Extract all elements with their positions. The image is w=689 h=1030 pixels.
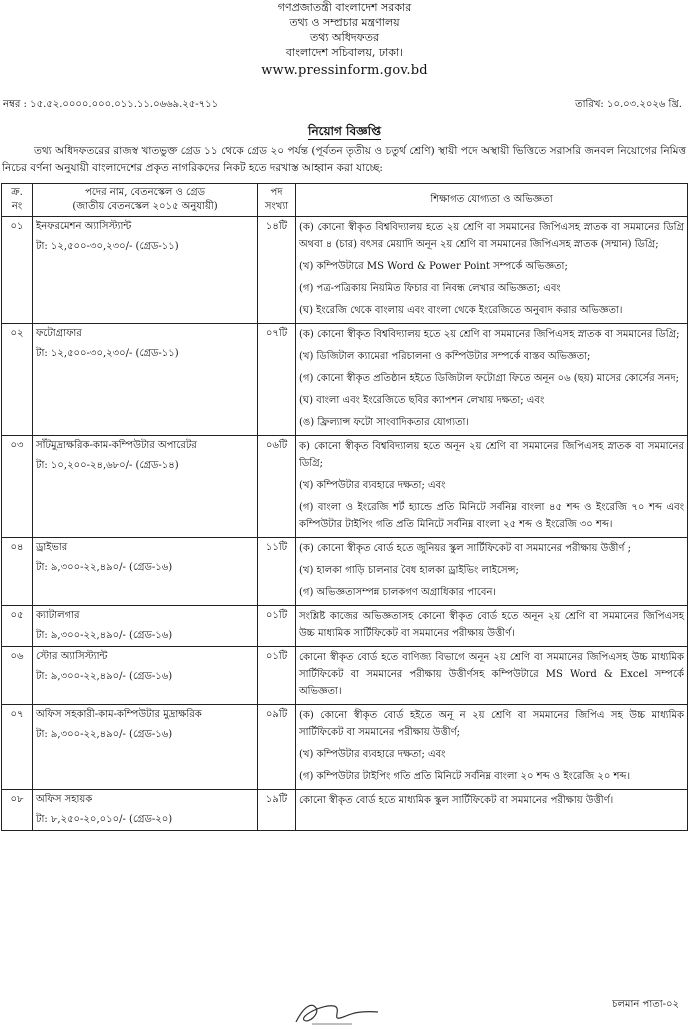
qualification-item: (খ) ডিজিটাল ক্যামেরা পরিচালনা ও কম্পিউটার সম্পর্কে বাস্তব অভিজ্ঞতা; (299, 351, 591, 362)
qualification-item: (ঙ) ফ্রিল্যান্স ফটো সাংবাদিকতার যোগ্যতা। (299, 417, 469, 428)
qualification-cell (296, 324, 688, 436)
office-address: বাংলাদেশ সচিবালয়, ঢাকা। (285, 46, 404, 59)
memo-number: নম্বর : ১৫.৫২.০০০০.০০০.০১১.১১.০৬৬৯.২৫-৭১১ (3, 99, 219, 110)
vacancy-table (1, 183, 688, 831)
post-count: ১৪টি (258, 217, 296, 324)
qualification-cell (296, 647, 688, 705)
qualification-cell (296, 790, 688, 831)
qualification-item: (ক) কোনো স্বীকৃত বিশ্ববিদ্যালয় হতে ২য় শ্রেণি বা সমমানের জিপিএসহ স্নাতক বা সমমানের ডিগ্রি; (299, 329, 680, 340)
pay-scale: টা: ১২,৫০০-৩০,২৩০/- (গ্রেড-১১) (36, 241, 179, 252)
qualification-item: (ক) কোনো স্বীকৃত বোর্ড হতে জুনিয়র স্কুল সার্টিফিকেট বা সমমানের পরীক্ষায় উত্তীর্ণ ; (299, 543, 631, 554)
serial-cell: ০৭ (2, 705, 33, 790)
document-date: তারিখ: ১০.০৩.২০২৬ খ্রি. (575, 99, 682, 110)
post-name: অফিস সহায়ক (36, 794, 93, 805)
post-cell (33, 538, 258, 606)
post-cell (33, 705, 258, 790)
table-row (2, 790, 688, 831)
qualification-cell (296, 606, 688, 647)
table-row (2, 538, 688, 606)
table-row (2, 705, 688, 790)
post-count: ০৯টি (258, 705, 296, 790)
post-count: ১১টি (258, 538, 296, 606)
table-header-row (2, 184, 688, 217)
ministry-name: তথ্য ও সম্প্রচার মন্ত্রণালয় (289, 16, 400, 29)
table-row (2, 606, 688, 647)
website-link[interactable]: www.pressinform.gov.bd (261, 63, 428, 78)
header-post (33, 184, 258, 217)
post-count: ১৯টি (258, 790, 296, 831)
post-name: ক্যাটালগার (36, 610, 80, 621)
qualification-item: কোনো স্বীকৃত বোর্ড হতে বাণিজ্য বিভাগে অনূন ২য় শ্রেণি বা সমমানের জিপিএসহ উচ্চ মাধ্যমিক সার্টিফিকেট বা সমমানের পরীক্ষায় উত্তীর্ণসহ কম্পিউটারে MS Word & Excel সম্পর্কে অভিজ্ঞতা। (299, 652, 684, 697)
qualification-item: (খ) কম্পিউটার ব্যবহারে দক্ষতা; এবং (299, 749, 446, 760)
qualification-cell (296, 217, 688, 324)
post-cell (33, 790, 258, 831)
qualification-item: (গ) কম্পিউটার টাইপিং গতি প্রতি মিনিটে সর্বনিম্ন বাংলা ২০ শব্দ ও ইংরেজি ২০ শব্দ। (299, 771, 631, 782)
qualification-item: (খ) কম্পিউটারে MS Word & Power Point সম্পর্কে অভিজ্ঞতা; (299, 261, 568, 272)
notice-title-text: নিয়োগ বিজ্ঞপ্তি (308, 124, 381, 138)
pay-scale: টা: ৯,৩০০-২২,৪৯০/- (গ্রেড-১৬) (36, 671, 173, 682)
post-name: ড্রাইভার (36, 542, 68, 553)
post-cell (33, 217, 258, 324)
qualification-item: (গ) পত্র-পত্রিকায় নিয়মিত ফিচার বা নিবন্ধ লেখার অভিজ্ঞতা; এবং (299, 283, 561, 294)
government-name: গণপ্রজাতন্ত্রী বাংলাদেশ সরকার (277, 1, 412, 14)
pay-scale: টা: ৮,২৫০-২০,০১০/- (গ্রেড-২০) (36, 814, 173, 825)
intro-paragraph: তথ্য অধিদফতরের রাজস্ব খাতভুক্ত গ্রেড ১১ থেকে গ্রেড ২০ পর্যন্ত (পূর্বতন তৃতীয় ও চতুর্থ শ্রেণি) স্থায়ী পদে অস্থায়ী ভিত্তিতে সরাসরি জনবল নিয়োগের নিমিত্ত নিচের বর্ণনা অনুযায়ী বাংলাদেশের প্রকৃত নাগরিকদের নিকট হতে দরখাস্ত আহ্বান করা যাচ্ছে: (2, 145, 686, 174)
post-name: স্টোর অ্যাসিস্ট্যান্ট (36, 651, 108, 662)
post-cell (33, 606, 258, 647)
qualification-cell (296, 538, 688, 606)
qualification-item: (খ) হালকা গাড়ি চালনার বৈধ হালকা ড্রাইভিং লাইসেন্স; (299, 565, 519, 576)
qualification-cell (296, 705, 688, 790)
table-row (2, 436, 688, 538)
pay-scale: টা: ৯,৩০০-২২,৪৯০/- (গ্রেড-১৬) (36, 630, 173, 641)
post-name: ফটোগ্রাফার (36, 328, 82, 339)
qualification-item: (খ) কম্পিউটার ব্যবহারে দক্ষতা; এবং (299, 480, 446, 491)
header-count: পদ সংখ্যা (258, 184, 296, 217)
serial-cell: ০৫ (2, 606, 33, 647)
qualification-item: (ক) কোনো স্বীকৃত বোর্ড হইতে অনূ ন ২য় শ্রেণি বা সমমানের জিপিএ সহ উচ্চ মাধ্যমিক সার্টিফিকেট বা সমমানের পরীক্ষায় উত্তীর্ণ; (299, 710, 684, 738)
qualification-item: (ঘ) ইংরেজি থেকে বাংলায় এবং বাংলা থেকে ইংরেজিতে অনুবাদ করার অভিজ্ঞতা। (299, 305, 623, 316)
serial-cell: ০১ (2, 217, 33, 324)
pay-scale: টা: ৯,৩০০-২২,৪৯০/- (গ্রেড-১৬) (36, 562, 173, 573)
header-post-line1: পদের নাম, বেতনস্কেল ও গ্রেড (85, 187, 205, 198)
qualification-cell (296, 436, 688, 538)
table-row (2, 647, 688, 705)
qualification-item: (ঘ) বাংলা এবং ইংরেজিতে ছবির ক্যাপশন লেখায় দক্ষতা; এবং (299, 395, 545, 406)
department-name: তথ্য অধিদফতর (309, 31, 380, 44)
qualification-item: (গ) বাংলা ও ইংরেজি শর্ট হ্যান্ডে প্রতি মিনিটে সর্বনিম্ন বাংলা ৪৫ শব্দ ও ইংরেজি ৭০ শব্দ এবং কম্পিউটার টাইপিং গতি প্রতি মিনিটে সর্বনিম্ন বাংলা ২৫ শব্দ ও ইংরেজি ৩০ শব্দ। (299, 502, 684, 530)
qualification-item: (গ) কোনো স্বীকৃত প্রতিষ্ঠান হইতে ডিজিটাল ফটোগ্রা ফিতে অনূন ০৬ (ছয়) মাসের কোর্সের সনদ; (299, 373, 679, 384)
serial-cell: ০৩ (2, 436, 33, 538)
notice-title (0, 123, 689, 143)
post-cell (33, 436, 258, 538)
post-count: ০৭টি (258, 324, 296, 436)
signature-image (282, 994, 392, 1030)
qualification-item: কোনো স্বীকৃত বোর্ড হতে মাধ্যমিক স্কুল সার্টিফিকেট বা সমমানের পরীক্ষায় উত্তীর্ণ। (299, 795, 614, 806)
post-count: ০১টি (258, 606, 296, 647)
header-post-line2: (জাতীয় বেতনস্কেল ২০১৫ অনুযায়ী) (72, 201, 218, 212)
serial-cell: ০৪ (2, 538, 33, 606)
pay-scale: টা: ১০,২০০-২৪,৬৮০/- (গ্রেড-১৪) (36, 460, 179, 471)
post-cell (33, 324, 258, 436)
post-name: অফিস সহকারী-কাম-কম্পিউটার মুদ্রাক্ষরিক (36, 709, 202, 720)
serial-cell: ০২ (2, 324, 33, 436)
qualification-item: ক) কোনো স্বীকৃত বিশ্ববিদ্যালয় হতে অনূন ২য় শ্রেণি বা সমমানের জিপিএসহ স্নাতক বা সমমানের ডিগ্রি; (299, 441, 684, 469)
post-cell (33, 647, 258, 705)
continuation-note: চলমান পাতা-০২ (612, 999, 679, 1010)
qualification-item: (গ) অভিজ্ঞতাসম্পন্ন চালকগণ অগ্রাধিকার পাবেন। (299, 587, 496, 598)
pay-scale: টা: ১২,৫০০-৩০,২৩০/- (গ্রেড-১১) (36, 348, 179, 359)
serial-cell: ০৮ (2, 790, 33, 831)
post-count: ০৬টি (258, 436, 296, 538)
serial-cell: ০৬ (2, 647, 33, 705)
post-count: ০১টি (258, 647, 296, 705)
pay-scale: টা: ৯,৩০০-২২,৪৯০/- (গ্রেড-১৬) (36, 729, 173, 740)
letterhead (0, 0, 689, 80)
table-row (2, 217, 688, 324)
table-body (2, 217, 688, 831)
qualification-item: (ক) কোনো স্বীকৃত বিশ্ববিদ্যালয় হতে ২য় শ্রেণি বা সমমানের জিপিএসহ স্নাতক বা সমমানের ডিগ্রি অথবা ৪ (চার) বৎসর মেয়াদি অনূন ২য় শ্রেণি বা সমমানের জিপিএসহ স্নাতক (সম্মান) ডিগ্রি; (299, 222, 684, 250)
header-qualification: শিক্ষাগত যোগ্যতা ও অভিজ্ঞতা (296, 184, 688, 217)
post-name: সাঁটমুদ্রাক্ষরিক-কাম-কম্পিউটার অপারেটর (36, 440, 197, 451)
header-serial: ক্র. নং (2, 184, 33, 217)
qualification-item: সংশ্লিষ্ট কাজের অভিজ্ঞতাসহ কোনো স্বীকৃত বোর্ড হতে অনূন ২য় শ্রেণি বা সমমানের জিপিএসহ উচ্চ মাধ্যমিক সার্টিফিকেট বা সমমানের পরীক্ষায় উত্তীর্ণ। (299, 611, 684, 639)
post-name: ইনফরমেশন অ্যাসিস্ট্যান্ট (36, 221, 132, 232)
table-row (2, 324, 688, 436)
